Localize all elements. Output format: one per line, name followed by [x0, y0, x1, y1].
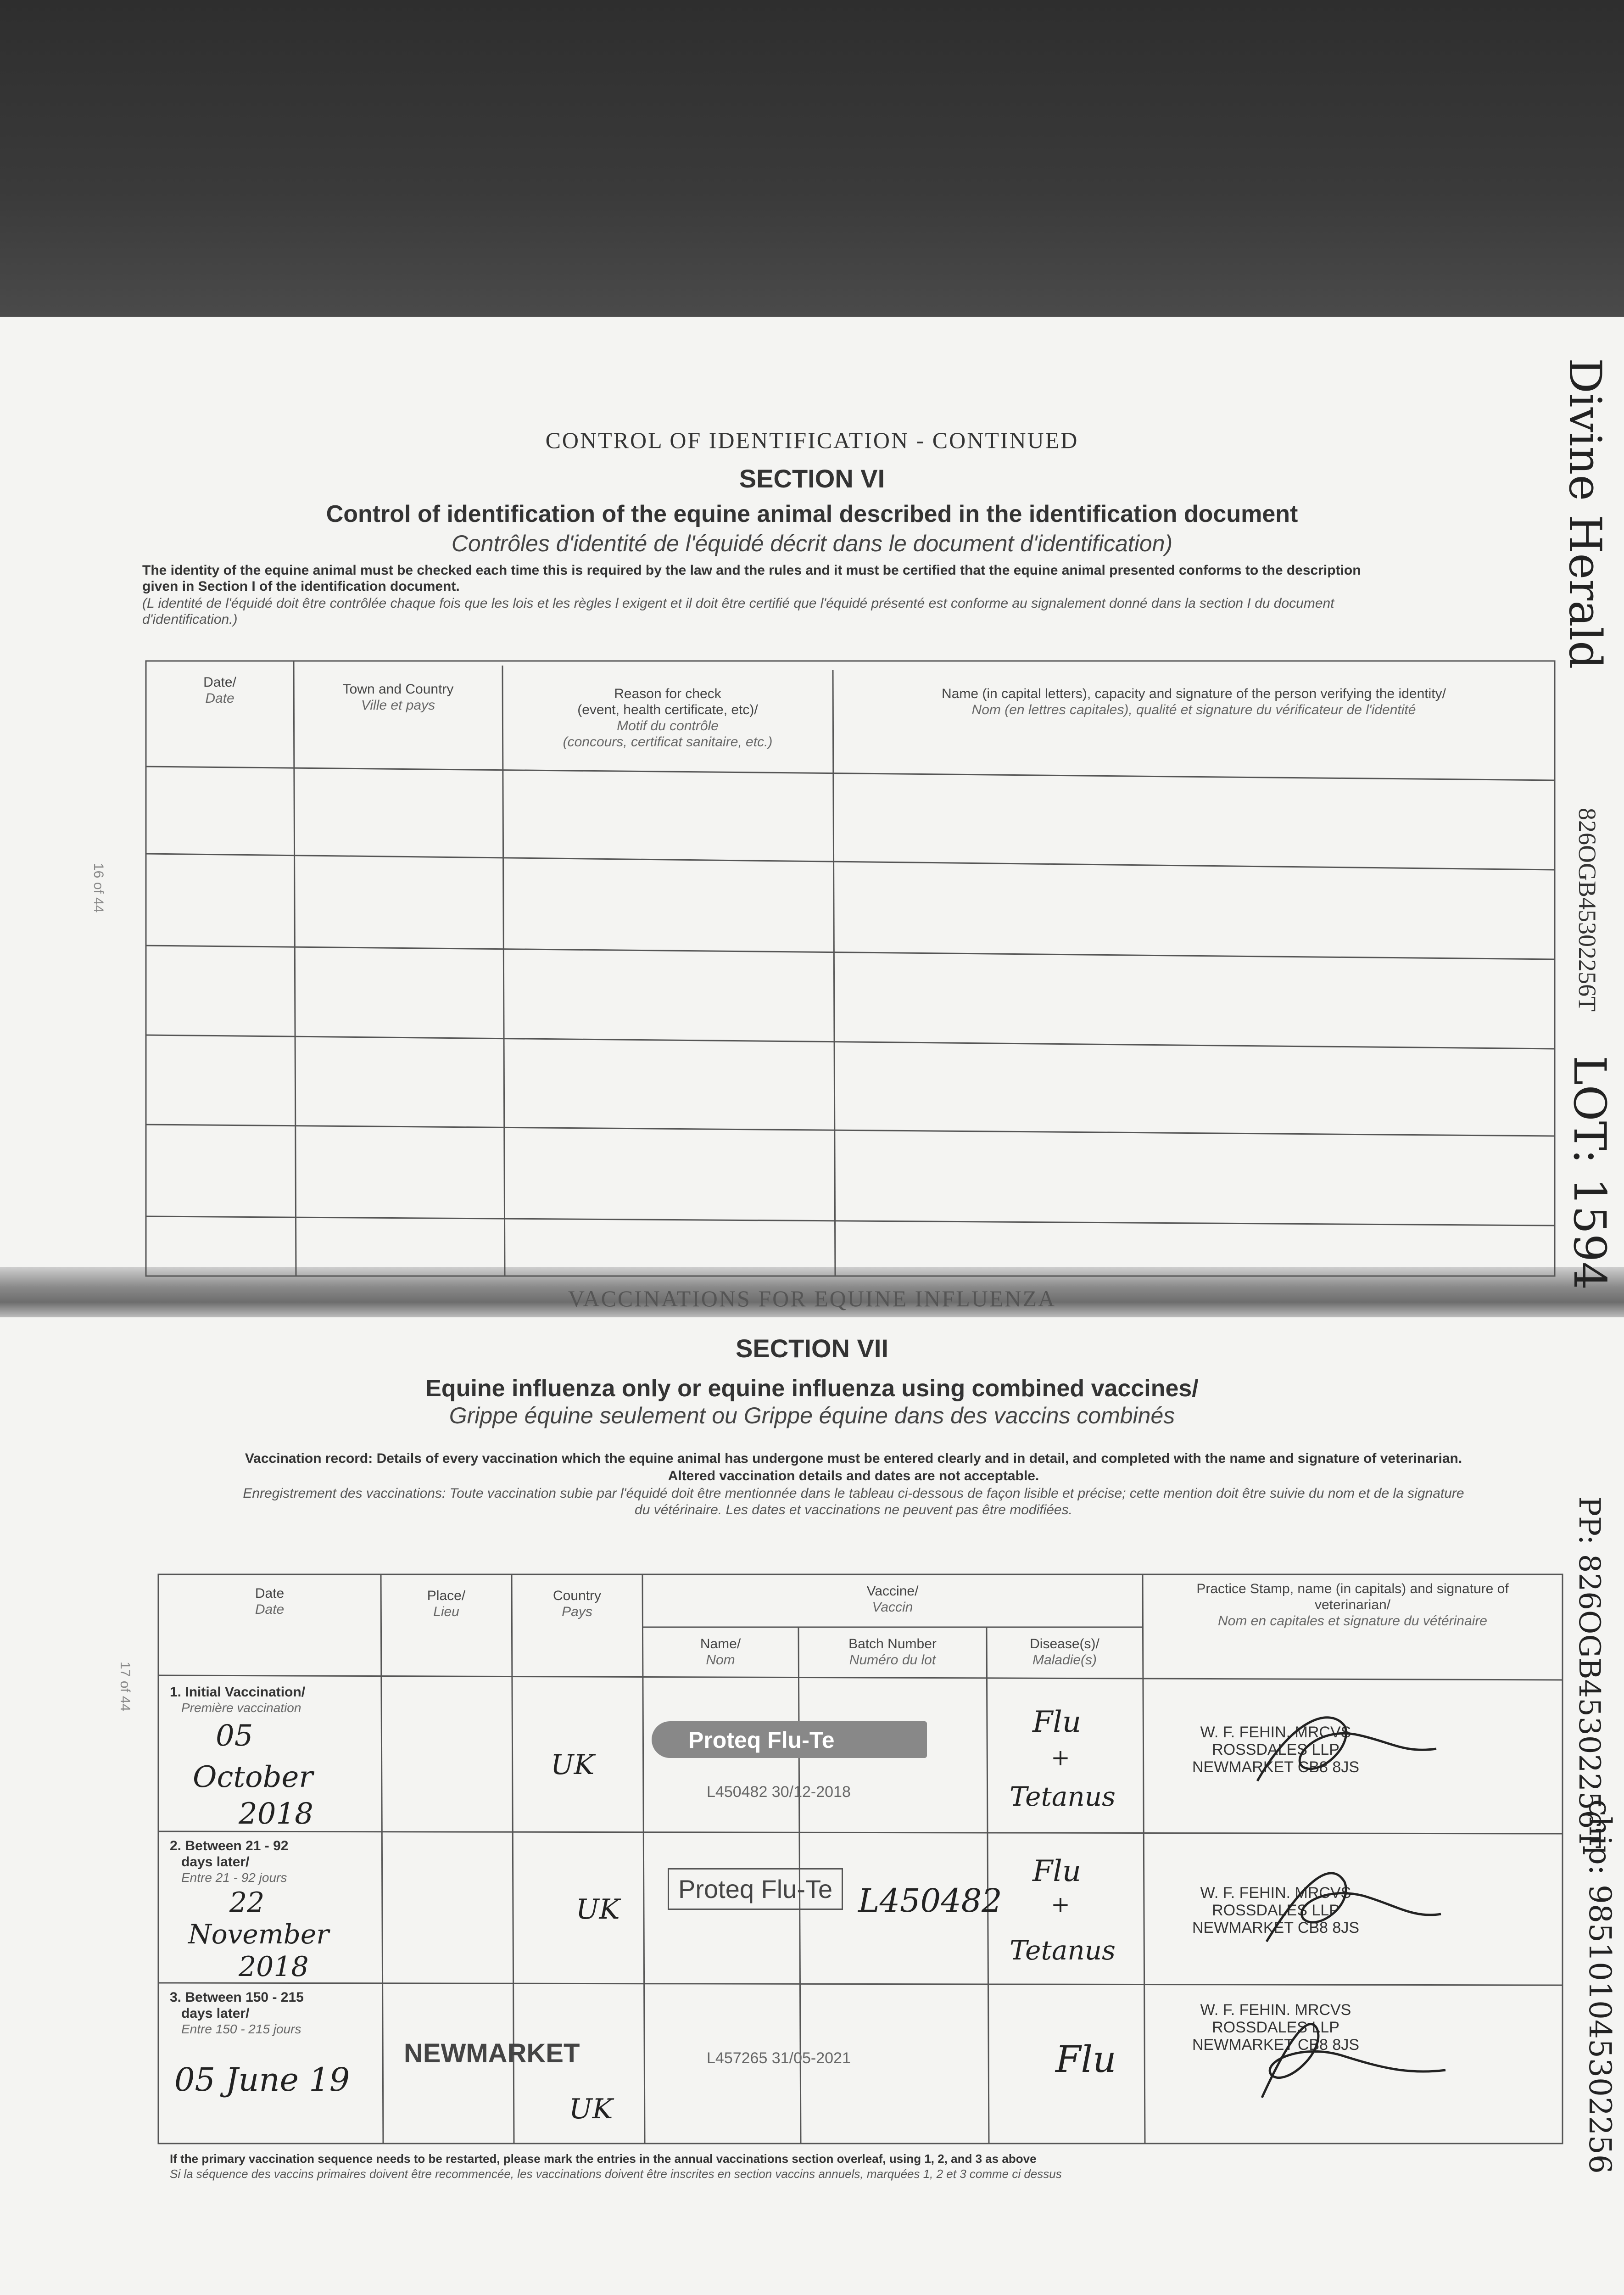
s7-col-disease-fr: Maladie(s) — [1032, 1652, 1097, 1668]
section7-footnote-en: If the primary vaccination sequence needs to be restarted, please mark the entries in the annual vaccinations section overleaf, using 1, 2, and 3 as above — [170, 2152, 1037, 2166]
s7-col-date-fr: Date — [255, 1602, 285, 1617]
s6-col-town-fr: Ville et pays — [361, 698, 435, 713]
s7-col-disease-en: Disease(s)/ — [1030, 1636, 1099, 1651]
row2-disease-3: Tetanus — [1010, 1935, 1116, 1966]
row2-disease-2: + — [1051, 1891, 1070, 1918]
section7-subtitle-en: Equine influenza only or equine influenza using combined vaccines/ — [425, 1375, 1199, 1402]
row1-country: UK — [551, 1749, 595, 1781]
row1-batch: L450482 30/12-2018 — [707, 1783, 851, 1801]
s7-col-name-en: Name/ — [700, 1636, 741, 1651]
row1-disease-3: Tetanus — [1010, 1781, 1116, 1812]
row1-stamp-name: W. F. FEHIN. MRCVS — [1200, 1724, 1351, 1741]
section7-note-en-1: Vaccination record: Details of every vaccination which the equine animal has undergone must be entered clearly and in detail, and completed with the name and signature of veterinarian. — [245, 1451, 1462, 1466]
s7-col-batch-fr: Numéro du lot — [849, 1652, 936, 1668]
row2-disease-1: Flu — [1032, 1854, 1082, 1888]
row3-date: 05 June 19 — [174, 2061, 350, 2099]
row2-country: UK — [576, 1893, 620, 1926]
row1-disease-1: Flu — [1032, 1705, 1082, 1739]
s7-col-place-fr: Lieu — [433, 1604, 459, 1619]
section7-note-fr-2: du vétérinaire. Les dates et vaccinations ne peuvent pas être modifiées. — [635, 1502, 1072, 1517]
section7-title: SECTION VII — [736, 1334, 888, 1363]
s6-col-reason-en-2: (event, health certificate, etc)/ — [577, 702, 758, 717]
row2-label-en: 2. Between 21 - 92 — [170, 1838, 289, 1853]
s7-col-stamp-en-1: Practice Stamp, name (in capitals) and signature of — [1196, 1581, 1509, 1596]
s7-col-place-en: Place/ — [427, 1588, 466, 1603]
section7-note-en-2: Altered vaccination details and dates are not acceptable. — [668, 1468, 1039, 1483]
s6-col-reason-en-1: Reason for check — [614, 686, 721, 701]
row1-vaccine-label: Proteq Flu-Te — [688, 1727, 835, 1753]
section6-note-fr-1: (L identité de l'équidé doit être contrôlée chaque fois que les lois et les règles l exigent et il doit être certifié que l'équidé présenté est conforme au signalement donné dans la section I du document — [142, 596, 1334, 611]
row1-date-year: 2018 — [239, 1797, 313, 1831]
section7-note-fr-1: Enregistrement des vaccinations: Toute vaccination subie par l'équidé doit être mentionnée dans le tableau ci-dessous de façon lisible et précise; cette mention doit être suivie du nom et de la signature — [243, 1486, 1464, 1501]
row3-signature — [1216, 1992, 1514, 2111]
margin-pp-label: PP: 826OGB45302256T — [1572, 1496, 1606, 1848]
row3-stamp-name: W. F. FEHIN. MRCVS — [1200, 2001, 1351, 2019]
s7-col-vaccine-fr: Vaccin — [872, 1600, 913, 1615]
s7-col-country-en: Country — [552, 1588, 602, 1603]
row1-stamp-address: NEWMARKET CB8 8JS — [1192, 1758, 1359, 1776]
section7-footnote-fr: Si la séquence des vaccins primaires doivent être recommencée, les vaccinations doivent être inscrites en section vaccins annuels, marquées 1, 2 et 3 comme ci dessus — [170, 2167, 1062, 2181]
s7-col-country-fr: Pays — [562, 1604, 592, 1619]
row2-stamp-name: W. F. FEHIN. MRCVS — [1200, 1884, 1351, 1902]
s7-col-stamp-fr: Nom en capitales et signature du vétérinaire — [1218, 1613, 1487, 1629]
s6-col-date-fr: Date — [205, 691, 234, 706]
s7-col-vaccine-en: Vaccine/ — [866, 1584, 919, 1599]
s6-col-name-fr: Nom (en lettres capitales), qualité et signature du vérificateur de l'identité — [971, 702, 1416, 717]
section6-subtitle-fr: Contrôles d'identité de l'équidé décrit dans le document d'identification) — [451, 531, 1173, 556]
row3-stamp-practice: ROSSDALES LLP — [1212, 2019, 1339, 2036]
row3-label-en-2: days later/ — [181, 2006, 250, 2021]
section6-note-fr-2: d'identification.) — [142, 612, 238, 627]
row3-batch: L457265 31/05-2021 — [707, 2049, 851, 2067]
section7-subtitle-fr: Grippe équine seulement ou Grippe équine dans des vaccins combinés — [449, 1403, 1175, 1428]
page-number-16: 16 of 44 — [91, 863, 106, 913]
margin-horse-name: Divine Herald — [1559, 358, 1611, 669]
row3-stamp-address: NEWMARKET CB8 8JS — [1192, 2036, 1359, 2054]
row1-date-day: 05 — [216, 1719, 253, 1753]
row2-date-day: 22 — [229, 1886, 265, 1919]
margin-passport-code: 826OGB45302256T — [1574, 808, 1601, 1012]
section6-note-en-2: given in Section I of the identification document. — [142, 579, 460, 594]
row2-date-month: November — [188, 1919, 329, 1950]
section7-header: VACCINATIONS FOR EQUINE INFLUENZA — [568, 1286, 1056, 1311]
row3-place: NEWMARKET — [404, 2038, 580, 2068]
row2-stamp-practice: ROSSDALES LLP — [1212, 1902, 1339, 1919]
row3-country: UK — [569, 2093, 613, 2125]
s7-col-stamp-en-2: veterinarian/ — [1314, 1597, 1391, 1612]
row2-batch: L450482 — [858, 1882, 1002, 1920]
margin-lot: LOT: 1594 — [1564, 1056, 1615, 1290]
row3-disease-1: Flu — [1055, 2038, 1116, 2081]
row2-label-en-2: days later/ — [181, 1854, 250, 1870]
s7-col-batch-en: Batch Number — [848, 1636, 937, 1651]
s6-col-date-en: Date/ — [203, 675, 236, 690]
s7-col-name-fr: Nom — [706, 1652, 735, 1668]
row3-label-fr: Entre 150 - 215 jours — [181, 2022, 301, 2036]
s7-col-date-en: Date — [255, 1586, 285, 1601]
row3-label-en: 3. Between 150 - 215 — [170, 1990, 304, 2005]
s6-col-name-en: Name (in capital letters), capacity and signature of the person verifying the identity/ — [942, 686, 1446, 701]
page-number-17: 17 of 44 — [117, 1662, 133, 1712]
margin-chip: chip: 985101045302256 — [1582, 1799, 1618, 2174]
row1-stamp-practice: ROSSDALES LLP — [1212, 1741, 1339, 1758]
section6-subtitle-en: Control of identification of the equine animal described in the identification document — [326, 501, 1298, 527]
row2-date-year: 2018 — [239, 1951, 309, 1983]
row1-label-en: 1. Initial Vaccination/ — [170, 1685, 306, 1700]
section6-header: CONTROL OF IDENTIFICATION - CONTINUED — [545, 427, 1079, 453]
row2-signature — [1239, 1854, 1514, 1955]
row2-vaccine-stamp: Proteq Flu-Te — [668, 1868, 843, 1910]
row1-signature — [1239, 1698, 1514, 1799]
section6-note-en-1: The identity of the equine animal must be checked each time this is required by the law and the rules and it must be certified that the equine animal presented conforms to the description — [142, 563, 1361, 578]
s6-col-reason-fr-2: (concours, certificat sanitaire, etc.) — [563, 734, 773, 750]
row2-label-fr: Entre 21 - 92 jours — [181, 1870, 287, 1885]
row1-date-month: October — [193, 1760, 313, 1794]
row1-label-fr: Première vaccination — [181, 1701, 301, 1715]
row2-stamp-address: NEWMARKET CB8 8JS — [1192, 1919, 1359, 1937]
s6-col-town-en: Town and Country — [342, 682, 454, 697]
row1-disease-2: + — [1051, 1744, 1070, 1771]
s6-col-reason-fr-1: Motif du contrôle — [617, 718, 719, 733]
section6-title: SECTION VI — [739, 464, 885, 493]
